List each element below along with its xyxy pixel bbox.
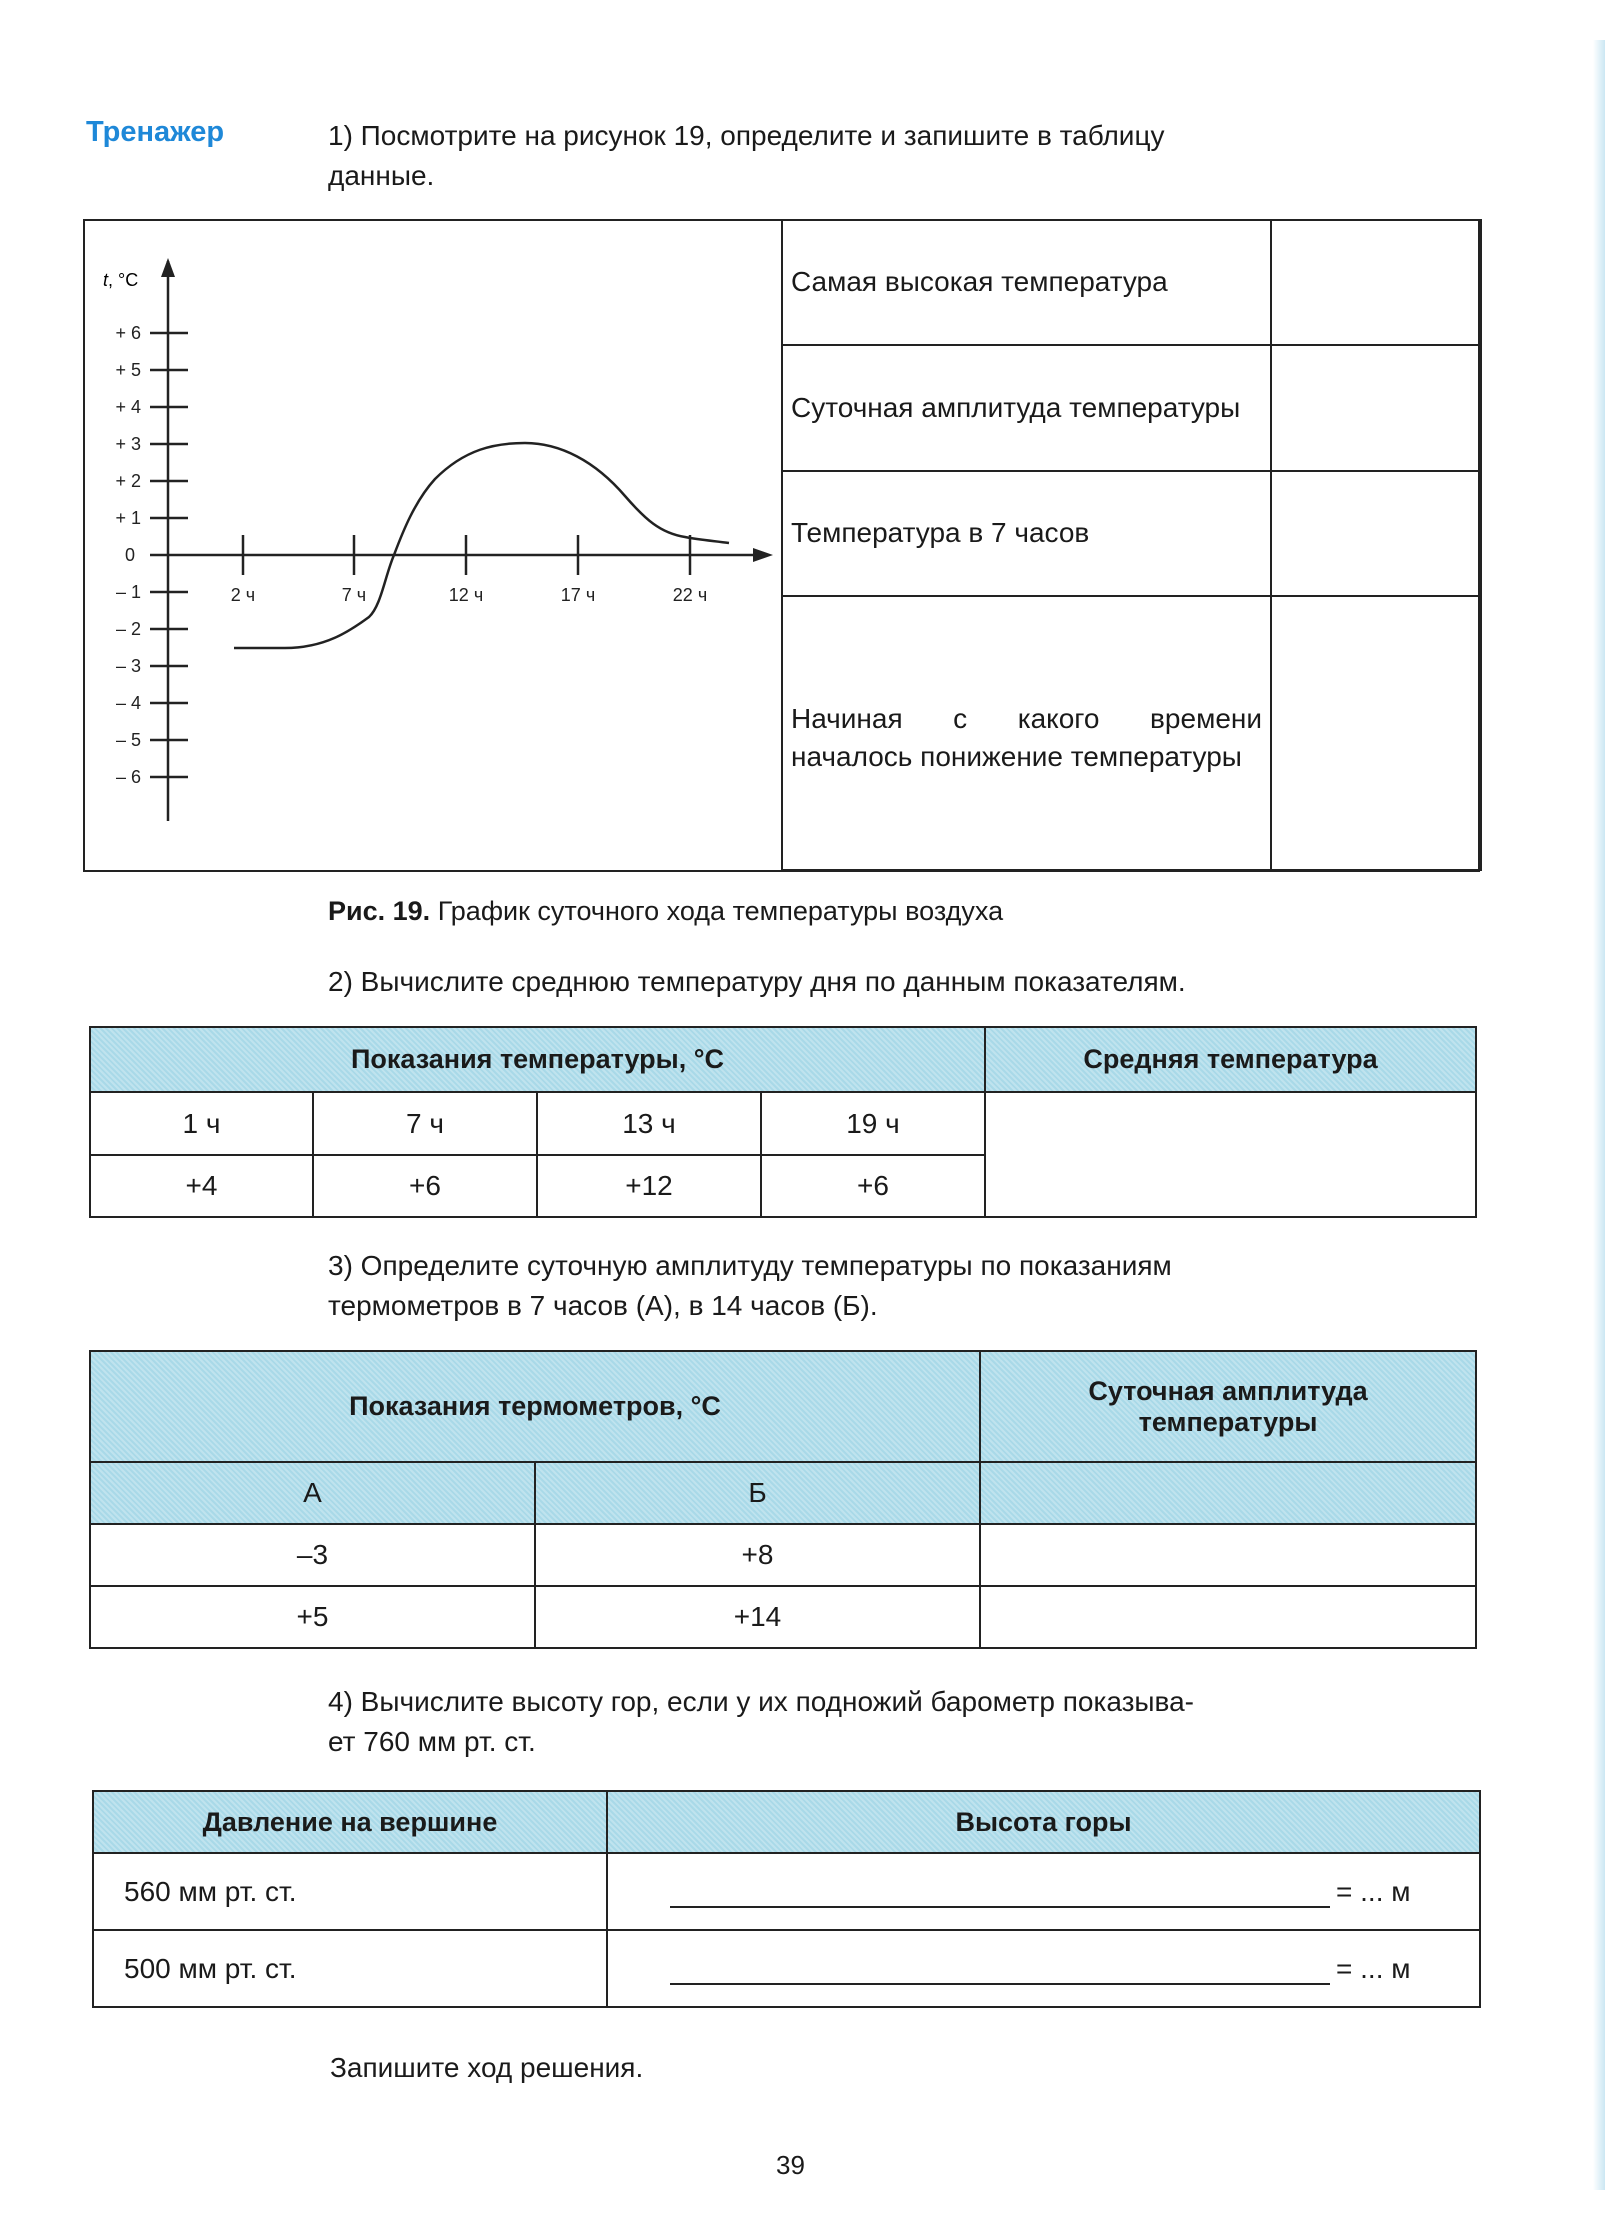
figure-caption-text: График суточного хода температуры воздуха <box>437 896 1004 926</box>
value-cell: +6 <box>313 1155 537 1217</box>
task3-subheader-empty <box>980 1462 1476 1524</box>
section-label-trainer: Тренажер <box>86 116 225 148</box>
task3-header-readings: Показания термометров, °C <box>90 1351 980 1462</box>
height-unit-suffix: = ... м <box>1336 1952 1411 1984</box>
height-answer-line-1[interactable] <box>670 1878 1330 1908</box>
y-tick-label: + 5 <box>115 360 141 380</box>
time-cell: 19 ч <box>761 1092 985 1155</box>
question-label: Самая высокая температура <box>791 266 1168 297</box>
x-tick-label: 22 ч <box>672 585 708 605</box>
task3-text-line1: 3) Определите суточную амплитуду температуры по показаниям <box>328 1250 1172 1281</box>
y-tick-label: – 3 <box>115 656 141 676</box>
height-answer-line-2[interactable] <box>670 1955 1330 1985</box>
reading-b-cell: +14 <box>535 1586 980 1648</box>
y-tick-label: + 2 <box>115 471 141 491</box>
y-tick-label: 0 <box>124 545 135 565</box>
task2-header-average: Средняя температура <box>985 1027 1476 1092</box>
column-a-label: А <box>90 1462 535 1524</box>
temperature-chart <box>85 221 782 871</box>
height-unit-suffix: = ... м <box>1336 1875 1411 1907</box>
task4-footer-text: Запишите ход решения. <box>330 2052 644 2083</box>
temperature-curve <box>234 443 729 648</box>
task1-text-line2: данные. <box>328 160 435 191</box>
task2-text: 2) Вычислите среднюю температуру дня по данным показателям. <box>328 966 1186 997</box>
answer-cell-temp-7h[interactable] <box>1271 471 1481 596</box>
reading-a-cell: –3 <box>90 1524 535 1586</box>
y-tick-label: – 6 <box>115 767 141 787</box>
svg-text:t, °C: t, °C <box>103 270 139 290</box>
reading-b-cell: +8 <box>535 1524 980 1586</box>
answer-cell-amplitude-row1[interactable] <box>980 1524 1476 1586</box>
answer-cell-decline-time[interactable] <box>1271 596 1481 870</box>
answer-cell-max-temp[interactable] <box>1271 220 1481 345</box>
task4-header-pressure: Давление на вершине <box>93 1791 607 1853</box>
task1-answer-table <box>781 219 1482 871</box>
time-cell: 1 ч <box>90 1092 313 1155</box>
page-edge-shadow <box>1593 40 1605 2190</box>
figure-caption <box>328 896 1003 927</box>
x-axis-arrow-icon <box>753 548 773 562</box>
figure-caption-number: Рис. 19. <box>328 896 431 926</box>
task2-header-readings: Показания температуры, °C <box>90 1027 985 1092</box>
y-tick-label: – 2 <box>115 619 141 639</box>
x-tick-label: 7 ч <box>341 585 367 605</box>
task4-text-line2: ет 760 мм рт. ст. <box>328 1726 536 1757</box>
y-tick-label: + 3 <box>115 434 141 454</box>
x-tick-label: 12 ч <box>448 585 484 605</box>
task1-figure-box <box>83 219 1480 872</box>
task3-header-amplitude-line2: температуры <box>1138 1406 1318 1437</box>
task4-table <box>92 1790 1481 2008</box>
task4-instructions <box>328 1682 1194 1762</box>
time-cell: 13 ч <box>537 1092 761 1155</box>
task3-header-amplitude <box>980 1351 1476 1462</box>
task2-table <box>89 1026 1477 1218</box>
question-label: Суточная амплитуда температуры <box>791 391 1241 423</box>
x-tick-label: 17 ч <box>560 585 596 605</box>
y-axis-arrow-icon <box>161 258 175 277</box>
task3-text-line2: термометров в 7 часов (А), в 14 часов (Б). <box>328 1290 878 1321</box>
value-cell: +6 <box>761 1155 985 1217</box>
task4-text-line1: 4) Вычислите высоту гор, если у их подножий барометр показыва- <box>328 1686 1194 1717</box>
y-tick-label: – 4 <box>115 693 141 713</box>
answer-cell-amplitude[interactable] <box>1271 345 1481 471</box>
y-tick-label: + 6 <box>115 323 141 343</box>
y-tick-label: + 1 <box>115 508 141 528</box>
task1-instructions <box>328 116 1165 196</box>
reading-a-cell: +5 <box>90 1586 535 1648</box>
x-tick-label: 2 ч <box>230 585 256 605</box>
y-tick-label: – 1 <box>115 582 141 602</box>
answer-cell-amplitude-row2[interactable] <box>980 1586 1476 1648</box>
task4-header-height: Высота горы <box>607 1791 1480 1853</box>
task1-text-line1: 1) Посмотрите на рисунок 19, определите и запишите в таблицу <box>328 120 1165 151</box>
task3-table <box>89 1350 1477 1649</box>
answer-cell-average[interactable] <box>985 1092 1476 1217</box>
y-tick-label: + 4 <box>115 397 141 417</box>
time-cell: 7 ч <box>313 1092 537 1155</box>
task3-instructions <box>328 1246 1172 1326</box>
pressure-cell: 560 мм рт. ст. <box>93 1853 607 1930</box>
value-cell: +4 <box>90 1155 313 1217</box>
y-tick-label: – 5 <box>115 730 141 750</box>
question-label: Температура в 7 часов <box>791 517 1090 548</box>
pressure-cell: 500 мм рт. ст. <box>93 1930 607 2007</box>
page-number: 39 <box>776 2150 805 2180</box>
task3-header-amplitude-line1: Суточная амплитуда <box>1088 1375 1368 1406</box>
value-cell: +12 <box>537 1155 761 1217</box>
column-b-label: Б <box>535 1462 980 1524</box>
question-label: Начиная с какого времени началось понижение температуры <box>791 702 1262 772</box>
